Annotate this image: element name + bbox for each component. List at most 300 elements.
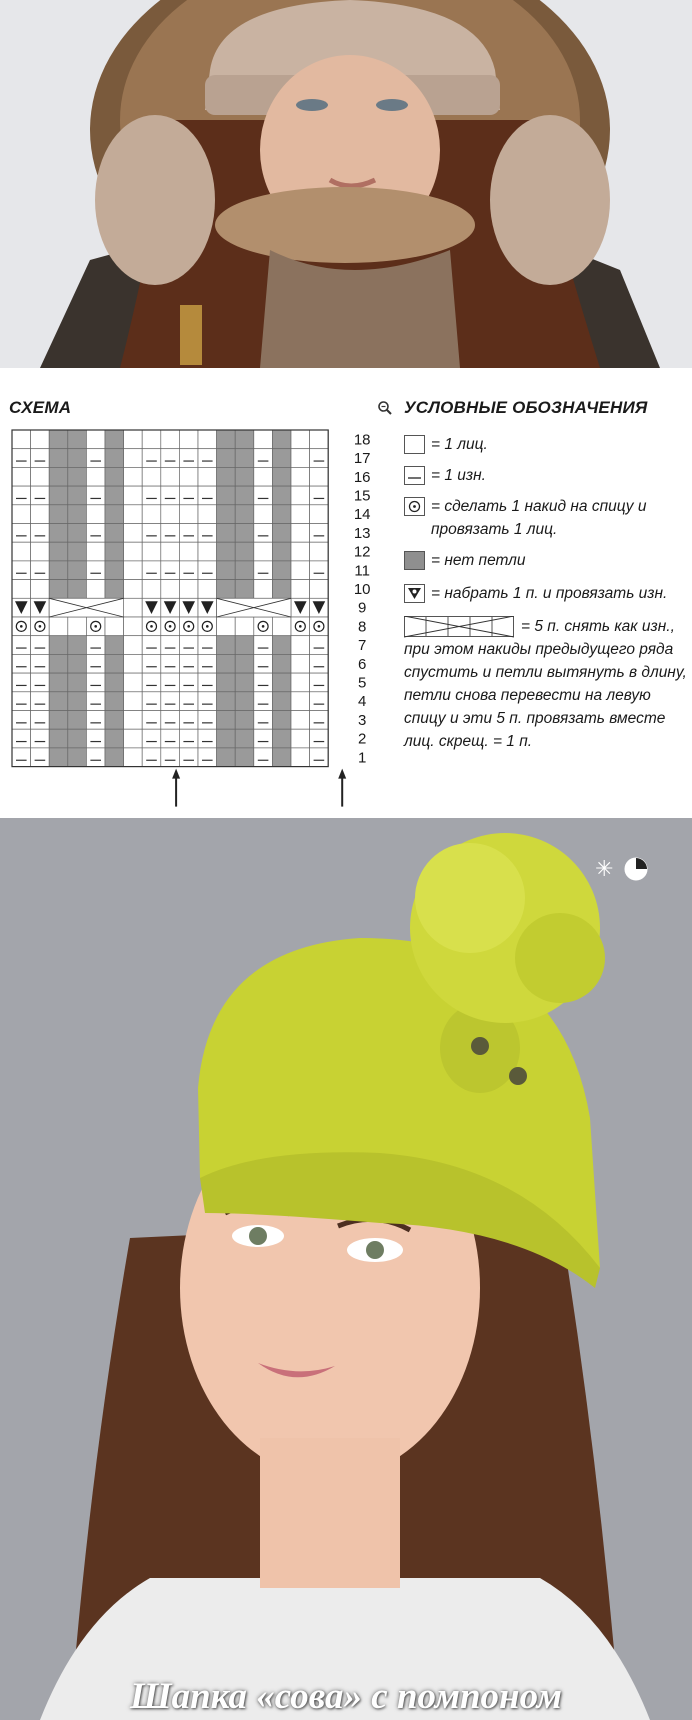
- chart-cell: [68, 486, 87, 505]
- chart-cell: [235, 711, 254, 730]
- chart-cell: [198, 561, 217, 580]
- chart-cell: [235, 449, 254, 468]
- chart-cell: [217, 692, 236, 711]
- chart-cell: [105, 692, 124, 711]
- chart-cell: [31, 748, 50, 767]
- chart-cell: [68, 505, 87, 524]
- chart-cell: [291, 692, 310, 711]
- chart-cell: [105, 617, 124, 636]
- chart-cell: [12, 449, 31, 468]
- chart-cell: [68, 561, 87, 580]
- row-number: 13: [353, 524, 371, 542]
- chart-cell: [12, 748, 31, 767]
- chart-cell: [272, 542, 291, 561]
- chart-cell: [105, 673, 124, 692]
- chart-cell: [272, 524, 291, 543]
- chart-cell: [105, 636, 124, 655]
- chart-cell: [291, 580, 310, 599]
- chart-cell: [86, 748, 105, 767]
- photo-caption: Шапка «сова» с помпоном: [129, 1676, 563, 1717]
- chart-cell: [124, 692, 143, 711]
- chart-cell: [198, 580, 217, 599]
- chart-cell: [105, 505, 124, 524]
- chart-cell: [254, 654, 273, 673]
- chart-cell: [12, 580, 31, 599]
- chart-cell: [12, 524, 31, 543]
- chart-cell: [49, 654, 68, 673]
- chart-cell: [272, 467, 291, 486]
- chart-cell: [179, 430, 198, 449]
- chart-cell: [235, 467, 254, 486]
- chart-cell: [86, 673, 105, 692]
- chart-cell: [310, 542, 329, 561]
- chart-cell: [254, 580, 273, 599]
- chart-cell: [310, 430, 329, 449]
- legend-item: [404, 582, 690, 605]
- chart-cell: [310, 505, 329, 524]
- chart-cell: [198, 673, 217, 692]
- chart-cell: [12, 673, 31, 692]
- chart-cell: [198, 467, 217, 486]
- chart-cell: [217, 636, 236, 655]
- row-number: 14: [353, 506, 371, 524]
- chart-cell: [105, 449, 124, 468]
- legend-item: [404, 433, 690, 456]
- chart-cell: [124, 729, 143, 748]
- top-photo-woman-fur-hood: [0, 0, 692, 368]
- chart-cell: [198, 711, 217, 730]
- row-number: 8: [358, 618, 367, 636]
- chart-cell: [68, 748, 87, 767]
- chart-cell: [272, 673, 291, 692]
- chart-cell: [105, 524, 124, 543]
- chart-cell: [105, 467, 124, 486]
- chart-cell: [124, 561, 143, 580]
- chart-cell: [124, 711, 143, 730]
- chart-cell: [198, 542, 217, 561]
- chart-cell: [49, 430, 68, 449]
- chart-cell: [291, 654, 310, 673]
- chart-cell: [235, 542, 254, 561]
- no-stitch-symbol: [404, 551, 425, 570]
- row-number: 3: [358, 711, 367, 729]
- legend-text: = 5 п. снять как изн., при этом накиды предыдущего ряда спустить и петли вытянуть в длину, петли снова перевести на левую спицу и эти 5 п. провязать вместе лиц. скрещ. = 1 п.: [404, 618, 687, 750]
- legend-text: = нет петли: [431, 552, 526, 569]
- chart-cell: [272, 449, 291, 468]
- chart-cell: [179, 636, 198, 655]
- chart-cell: [124, 598, 143, 617]
- row-number: 1: [358, 749, 367, 767]
- chart-cell: [291, 542, 310, 561]
- chart-cell: [235, 486, 254, 505]
- chart-cell: [161, 505, 180, 524]
- chart-cell: [217, 617, 236, 636]
- chart-cell: [49, 467, 68, 486]
- chart-cell: [161, 692, 180, 711]
- chart-cell: [310, 467, 329, 486]
- dash-cell-symbol: [404, 466, 425, 485]
- chart-cell: [310, 692, 329, 711]
- chart-cell: [291, 505, 310, 524]
- chart-cell: [235, 430, 254, 449]
- chart-cell: [12, 542, 31, 561]
- chart-cell: [124, 430, 143, 449]
- chart-cell: [161, 748, 180, 767]
- chart-cell: [31, 692, 50, 711]
- legend-text: = 1 лиц.: [431, 436, 488, 453]
- chart-cell: [49, 729, 68, 748]
- chart-cell: [179, 449, 198, 468]
- chart-cell: [49, 542, 68, 561]
- chart-cell: [124, 467, 143, 486]
- chart-cell: [310, 636, 329, 655]
- chart-cell: [254, 673, 273, 692]
- chart-cell: [31, 580, 50, 599]
- row-number: 7: [358, 637, 367, 655]
- chart-cell: [217, 430, 236, 449]
- row-number: 17: [353, 450, 371, 468]
- chart-cell: [272, 692, 291, 711]
- chart-cell: [124, 580, 143, 599]
- chart-cell: [235, 505, 254, 524]
- chart-cell: [235, 580, 254, 599]
- chart-cell: [254, 542, 273, 561]
- chart-cell: [254, 729, 273, 748]
- chart-cell: [12, 486, 31, 505]
- chart-cell: [272, 711, 291, 730]
- chart-cell: [179, 486, 198, 505]
- chart-cell: [68, 430, 87, 449]
- yarn-over-dot: [150, 625, 153, 628]
- chart-cell: [12, 505, 31, 524]
- chart-cell: [198, 636, 217, 655]
- chart-cell: [31, 505, 50, 524]
- chart-cell: [217, 673, 236, 692]
- chart-cell: [161, 542, 180, 561]
- chart-cell: [217, 729, 236, 748]
- chart-cell: [31, 711, 50, 730]
- chart-cell: [235, 748, 254, 767]
- knitting-chart-grid: [0, 368, 400, 818]
- chart-cell: [217, 561, 236, 580]
- chart-cell: [124, 505, 143, 524]
- chart-cell: [272, 505, 291, 524]
- repeat-arrow-head: [172, 769, 180, 779]
- chart-cell: [217, 467, 236, 486]
- legend-item: [404, 549, 690, 572]
- chart-cell: [254, 467, 273, 486]
- chart-cell: [49, 486, 68, 505]
- yarn-over-dot: [20, 625, 23, 628]
- chart-cell: [272, 748, 291, 767]
- chart-cell: [12, 692, 31, 711]
- chart-cell: [142, 692, 161, 711]
- chart-cell: [179, 467, 198, 486]
- chart-cell: [198, 449, 217, 468]
- chart-cell: [310, 748, 329, 767]
- chart-cell: [86, 449, 105, 468]
- chart-cell: [254, 561, 273, 580]
- yarn-over-dot: [169, 625, 172, 628]
- chart-cell: [142, 467, 161, 486]
- five-stitch-cross-symbol: [404, 616, 514, 638]
- chart-cell: [161, 467, 180, 486]
- yarn-over-dot: [318, 625, 321, 628]
- pick-up-purl-symbol: [404, 584, 425, 603]
- legend-item: [404, 464, 690, 487]
- chart-cell: [161, 561, 180, 580]
- chart-cell: [254, 430, 273, 449]
- chart-cell: [254, 486, 273, 505]
- chart-cell: [161, 654, 180, 673]
- chart-cell: [310, 654, 329, 673]
- chart-cell: [124, 542, 143, 561]
- chart-cell: [235, 636, 254, 655]
- chart-cell: [68, 449, 87, 468]
- chart-cell: [310, 729, 329, 748]
- chart-cell: [310, 580, 329, 599]
- chart-cell: [68, 542, 87, 561]
- chart-cell: [31, 524, 50, 543]
- chart-cell: [142, 486, 161, 505]
- chart-cell: [86, 729, 105, 748]
- chart-cell: [161, 636, 180, 655]
- chart-cell: [142, 449, 161, 468]
- chart-cell: [31, 449, 50, 468]
- chart-cell: [105, 486, 124, 505]
- chart-cell: [179, 729, 198, 748]
- chart-cell: [217, 654, 236, 673]
- chart-cell: [310, 711, 329, 730]
- row-number: 10: [353, 580, 371, 598]
- row-number: 9: [358, 599, 367, 617]
- chart-cell: [86, 561, 105, 580]
- chart-cell: [217, 542, 236, 561]
- empty-cell-symbol: [404, 435, 425, 454]
- chart-cell: [179, 561, 198, 580]
- chart-cell: [179, 711, 198, 730]
- chart-cell: [291, 748, 310, 767]
- row-number: 5: [358, 674, 367, 692]
- chart-cell: [272, 617, 291, 636]
- chart-cell: [291, 711, 310, 730]
- chart-cell: [142, 654, 161, 673]
- chart-cell: [68, 692, 87, 711]
- legend-text: = набрать 1 п. и провязать изн.: [431, 585, 668, 602]
- chart-cell: [31, 430, 50, 449]
- chart-cell: [142, 430, 161, 449]
- chart-cell: [105, 729, 124, 748]
- chart-cell: [49, 580, 68, 599]
- chart-cell: [12, 467, 31, 486]
- yarn-over-dot: [39, 625, 42, 628]
- chart-cell: [31, 542, 50, 561]
- chart-cell: [124, 636, 143, 655]
- chart-cell: [217, 524, 236, 543]
- chart-cell: [31, 636, 50, 655]
- chart-cell: [31, 467, 50, 486]
- chart-cell: [235, 692, 254, 711]
- chart-cell: [310, 524, 329, 543]
- chart-cell: [31, 654, 50, 673]
- chart-cell: [68, 636, 87, 655]
- chart-cell: [12, 561, 31, 580]
- chart-cell: [198, 505, 217, 524]
- chart-cell: [291, 430, 310, 449]
- chart-cell: [49, 449, 68, 468]
- chart-cell: [235, 729, 254, 748]
- chart-cell: [49, 748, 68, 767]
- chart-cell: [198, 654, 217, 673]
- chart-cell: [254, 692, 273, 711]
- chart-cell: [86, 692, 105, 711]
- chart-cell: [31, 729, 50, 748]
- scheme-title: СХЕМА: [9, 398, 72, 417]
- chart-cell: [291, 673, 310, 692]
- chart-cell: [124, 617, 143, 636]
- chart-cell: [49, 673, 68, 692]
- chart-cell: [124, 486, 143, 505]
- chart-cell: [161, 430, 180, 449]
- chart-cell: [310, 449, 329, 468]
- chart-cell: [124, 449, 143, 468]
- chart-cell: [198, 748, 217, 767]
- chart-cell: [161, 711, 180, 730]
- chart-cell: [142, 711, 161, 730]
- chart-cell: [124, 654, 143, 673]
- chart-cell: [68, 580, 87, 599]
- chart-cell: [272, 580, 291, 599]
- chart-cell: [254, 449, 273, 468]
- chart-cell: [198, 430, 217, 449]
- chart-cell: [142, 729, 161, 748]
- chart-cell: [272, 636, 291, 655]
- chart-cell: [86, 467, 105, 486]
- chart-cell: [12, 430, 31, 449]
- chart-cell: [124, 673, 143, 692]
- chart-cell: [235, 524, 254, 543]
- chart-cell: [12, 711, 31, 730]
- chart-cell: [31, 486, 50, 505]
- chart-cell: [291, 729, 310, 748]
- chart-cell: [142, 524, 161, 543]
- chart-cell: [217, 711, 236, 730]
- chart-cell: [68, 654, 87, 673]
- chart-cell: [49, 692, 68, 711]
- chart-cell: [179, 748, 198, 767]
- chart-cell: [124, 748, 143, 767]
- chart-cell: [161, 580, 180, 599]
- chart-cell: [179, 542, 198, 561]
- chart-cell: [68, 524, 87, 543]
- chart-cell: [235, 673, 254, 692]
- chart-cell: [49, 636, 68, 655]
- chart-cell: [272, 430, 291, 449]
- chart-cell: [31, 673, 50, 692]
- chart-cell: [105, 430, 124, 449]
- yarn-over-dot: [94, 625, 97, 628]
- chart-cell: [161, 449, 180, 468]
- row-number: 15: [353, 487, 371, 505]
- chart-cell: [142, 580, 161, 599]
- chart-cell: [161, 524, 180, 543]
- chart-cell: [68, 729, 87, 748]
- chart-cell: [310, 486, 329, 505]
- chart-cell: [86, 580, 105, 599]
- chart-cell: [49, 524, 68, 543]
- chart-cell: [86, 636, 105, 655]
- chart-cell: [86, 486, 105, 505]
- yarn-over-symbol: [404, 497, 425, 516]
- chart-cell: [217, 580, 236, 599]
- chart-cell: [105, 748, 124, 767]
- chart-cell: [124, 524, 143, 543]
- row-number: 11: [354, 562, 370, 580]
- chart-cell: [291, 486, 310, 505]
- chart-cell: [254, 524, 273, 543]
- chart-cell: [272, 561, 291, 580]
- chart-cell: [310, 561, 329, 580]
- chart-cell: [272, 654, 291, 673]
- chart-cell: [105, 711, 124, 730]
- chart-cell: [235, 561, 254, 580]
- legend-title: УСЛОВНЫЕ ОБОЗНАЧЕНИЯ: [404, 398, 648, 417]
- chart-cell: [217, 505, 236, 524]
- chart-cell: [291, 524, 310, 543]
- chart-cell: [12, 654, 31, 673]
- chart-cell: [49, 617, 68, 636]
- chart-cell: [179, 673, 198, 692]
- chart-cell: [86, 654, 105, 673]
- chart-cell: [235, 617, 254, 636]
- chart-cell: [142, 636, 161, 655]
- chart-cell: [291, 449, 310, 468]
- chart-cell: [217, 449, 236, 468]
- legend-item: [404, 615, 690, 753]
- chart-cell: [217, 486, 236, 505]
- row-number: 6: [358, 655, 367, 673]
- chart-cell: [105, 542, 124, 561]
- yarn-over-dot: [262, 625, 265, 628]
- row-number: 2: [358, 730, 367, 748]
- knitting-chart-section: [0, 368, 692, 818]
- chart-cell: [49, 711, 68, 730]
- chart-cell: [198, 692, 217, 711]
- yarn-over-dot: [299, 625, 302, 628]
- chart-cell: [254, 636, 273, 655]
- chart-cell: [161, 486, 180, 505]
- chart-cell: [272, 486, 291, 505]
- row-number: 12: [353, 543, 371, 561]
- legend-text: = сделать 1 накид на спицу и провязать 1 лиц.: [431, 498, 647, 538]
- chart-cell: [291, 467, 310, 486]
- yarn-over-dot: [187, 625, 190, 628]
- chart-cell: [198, 524, 217, 543]
- chart-cell: [142, 673, 161, 692]
- legend-list: [404, 426, 690, 753]
- chart-cell: [179, 580, 198, 599]
- chart-cell: [198, 486, 217, 505]
- chart-cell: [161, 673, 180, 692]
- chart-cell: [254, 505, 273, 524]
- legend-text: = 1 изн.: [431, 467, 486, 484]
- row-number: 18: [353, 431, 371, 449]
- repeat-arrow-head: [338, 769, 346, 779]
- chart-cell: [86, 524, 105, 543]
- chart-cell: [291, 561, 310, 580]
- chart-cell: [179, 524, 198, 543]
- chart-cell: [12, 729, 31, 748]
